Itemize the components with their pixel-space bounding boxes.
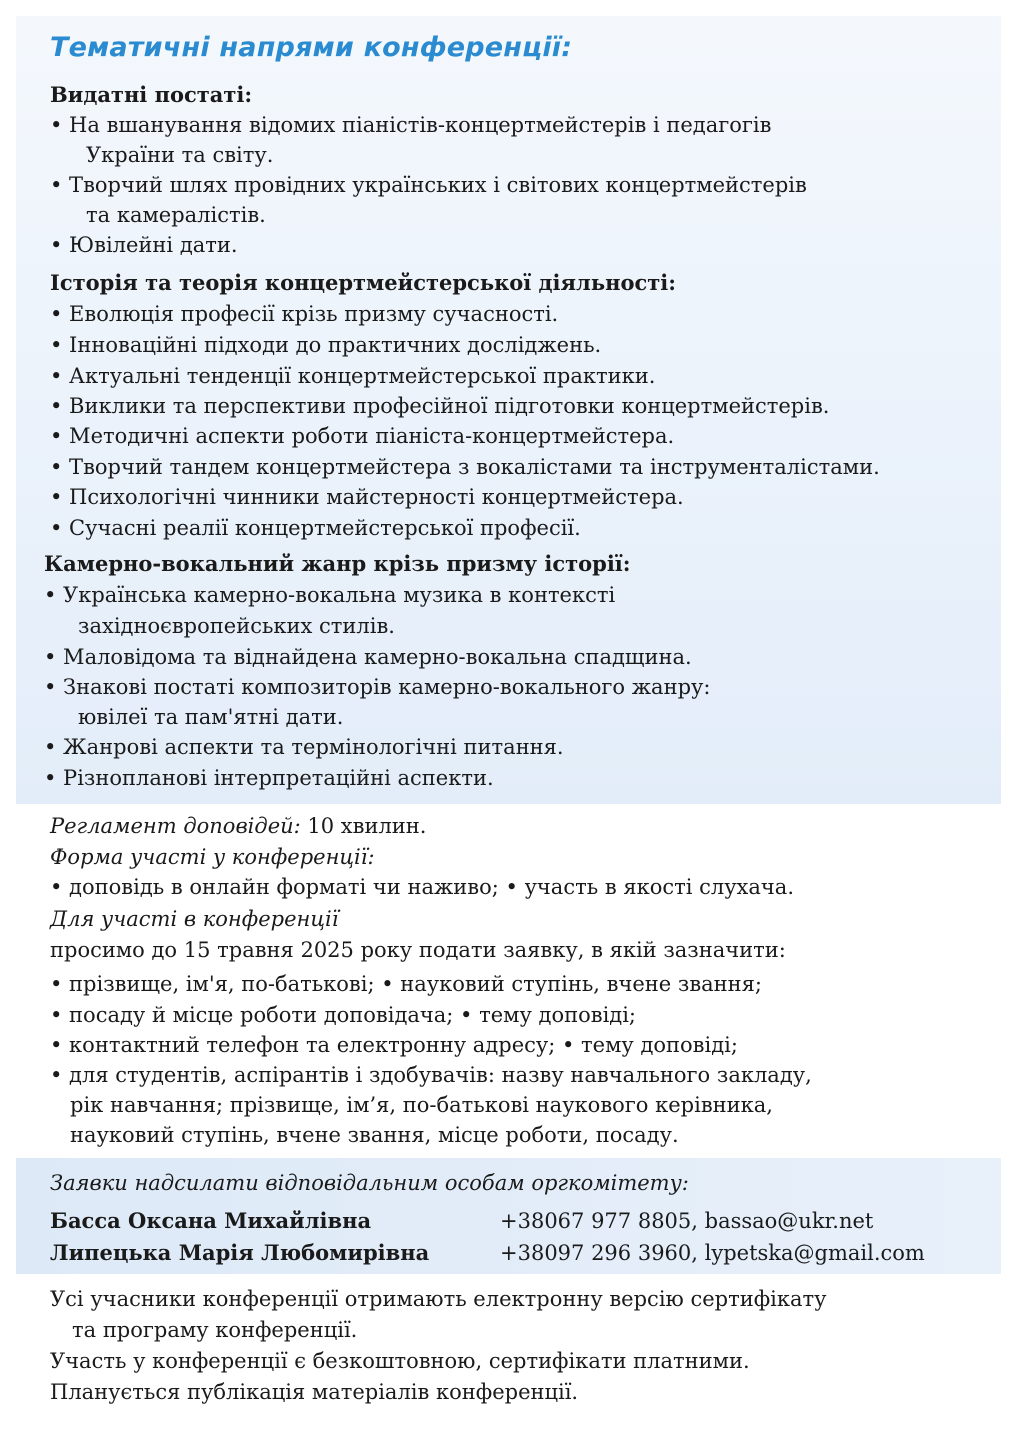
list-item: • Актуальні тенденції концертмейстерської практики.: [50, 364, 656, 388]
list-item: та камералістів.: [86, 203, 266, 227]
list-item: • контактний телефон та електронну адресу; • тему доповіді;: [50, 1033, 738, 1057]
list-item: • Різнопланові інтерпретаційні аспекти.: [44, 766, 494, 790]
list-item: • Творчий шлях провідних українських і світових концертмейстерів: [50, 173, 807, 197]
list-item: • На вшанування відомих піаністів-концертмейстерів і педагогів: [50, 113, 772, 137]
application-label: Для участі в конференції: [50, 907, 339, 931]
list-item: • Жанрові аспекти та термінологічні питання.: [44, 735, 564, 759]
list-item: • Маловідома та віднайдена камерно-вокальна спадщина.: [44, 645, 692, 669]
participation-label: Форма участі у конференції:: [50, 845, 375, 869]
list-item: • Психологічні чинники майстерності концертмейстера.: [50, 485, 684, 509]
regulation-label: Регламент доповідей:: [50, 814, 301, 838]
list-item: • прізвище, ім'я, по-батькові; • науковий ступінь, вчене звання;: [50, 972, 762, 996]
section-heading: Видатні постаті:: [50, 82, 253, 107]
footer-line: Усі учасники конференції отримають електронну версію сертифікату: [50, 1287, 827, 1311]
contacts-label: Заявки надсилати відповідальним особам оргкомітету:: [50, 1171, 689, 1195]
list-item: • Еволюція професії крізь призму сучасності.: [50, 302, 559, 326]
list-item: • Методичні аспекти роботи піаніста-концертмейстера.: [50, 424, 675, 448]
list-item: • Творчий тандем концертмейстера з вокалістами та інструменталістами.: [50, 455, 880, 479]
footer-line: та програму конференції.: [72, 1318, 358, 1342]
list-item: • Виклики та перспективи професійної підготовки концертмейстерів.: [50, 394, 830, 418]
list-item: • Інноваційні підходи до практичних досліджень.: [50, 333, 602, 357]
application-intro: просимо до 15 травня 2025 року подати заявку, в якій зазначити:: [50, 938, 786, 962]
list-item: України та світу.: [86, 143, 274, 167]
list-item: рік навчання; прізвище, ім’я, по-батькові наукового керівника,: [70, 1093, 773, 1117]
regulation: [50, 811, 426, 841]
contact-info: +38097 296 3960, lypetska@gmail.com: [500, 1241, 925, 1265]
list-item: • Знакові постаті композиторів камерно-вокального жанру:: [44, 675, 711, 699]
contact-name: Липецька Марія Любомирівна: [50, 1240, 430, 1265]
participation-options: • доповідь в онлайн форматі чи наживо; • участь в якості слухача.: [50, 875, 795, 899]
regulation-value: 10 хвилин.: [300, 814, 427, 838]
footer-line: Планується публікація матеріалів конференції.: [50, 1380, 579, 1404]
list-item: • для студентів, аспірантів і здобувачів: назву навчального закладу,: [50, 1063, 812, 1087]
contact-info: +38067 977 8805, bassao@ukr.net: [500, 1209, 874, 1233]
contact-name: Басса Оксана Михайлівна: [50, 1208, 372, 1233]
list-item: • Ювілейні дати.: [50, 233, 238, 257]
list-item: • посаду й місце роботи доповідача; • тему доповіді;: [50, 1003, 637, 1027]
list-item: • Українська камерно-вокальна музика в контексті: [44, 583, 616, 607]
page-title: Тематичні напрями конференції:: [50, 32, 573, 63]
section-heading: Історія та теорія концертмейстерської діяльності:: [50, 270, 677, 295]
list-item: • Сучасні реалії концертмейстерської професії.: [50, 516, 581, 540]
list-item: західноєвропейських стилів.: [78, 614, 395, 638]
list-item: науковий ступінь, вчене звання, місце роботи, посаду.: [70, 1123, 679, 1147]
section-heading: Камерно-вокальний жанр крізь призму історії:: [44, 551, 631, 576]
list-item: ювілеї та пам'ятні дати.: [78, 705, 344, 729]
footer-line: Участь у конференції є безкоштовною, сертифікати платними.: [50, 1349, 750, 1373]
